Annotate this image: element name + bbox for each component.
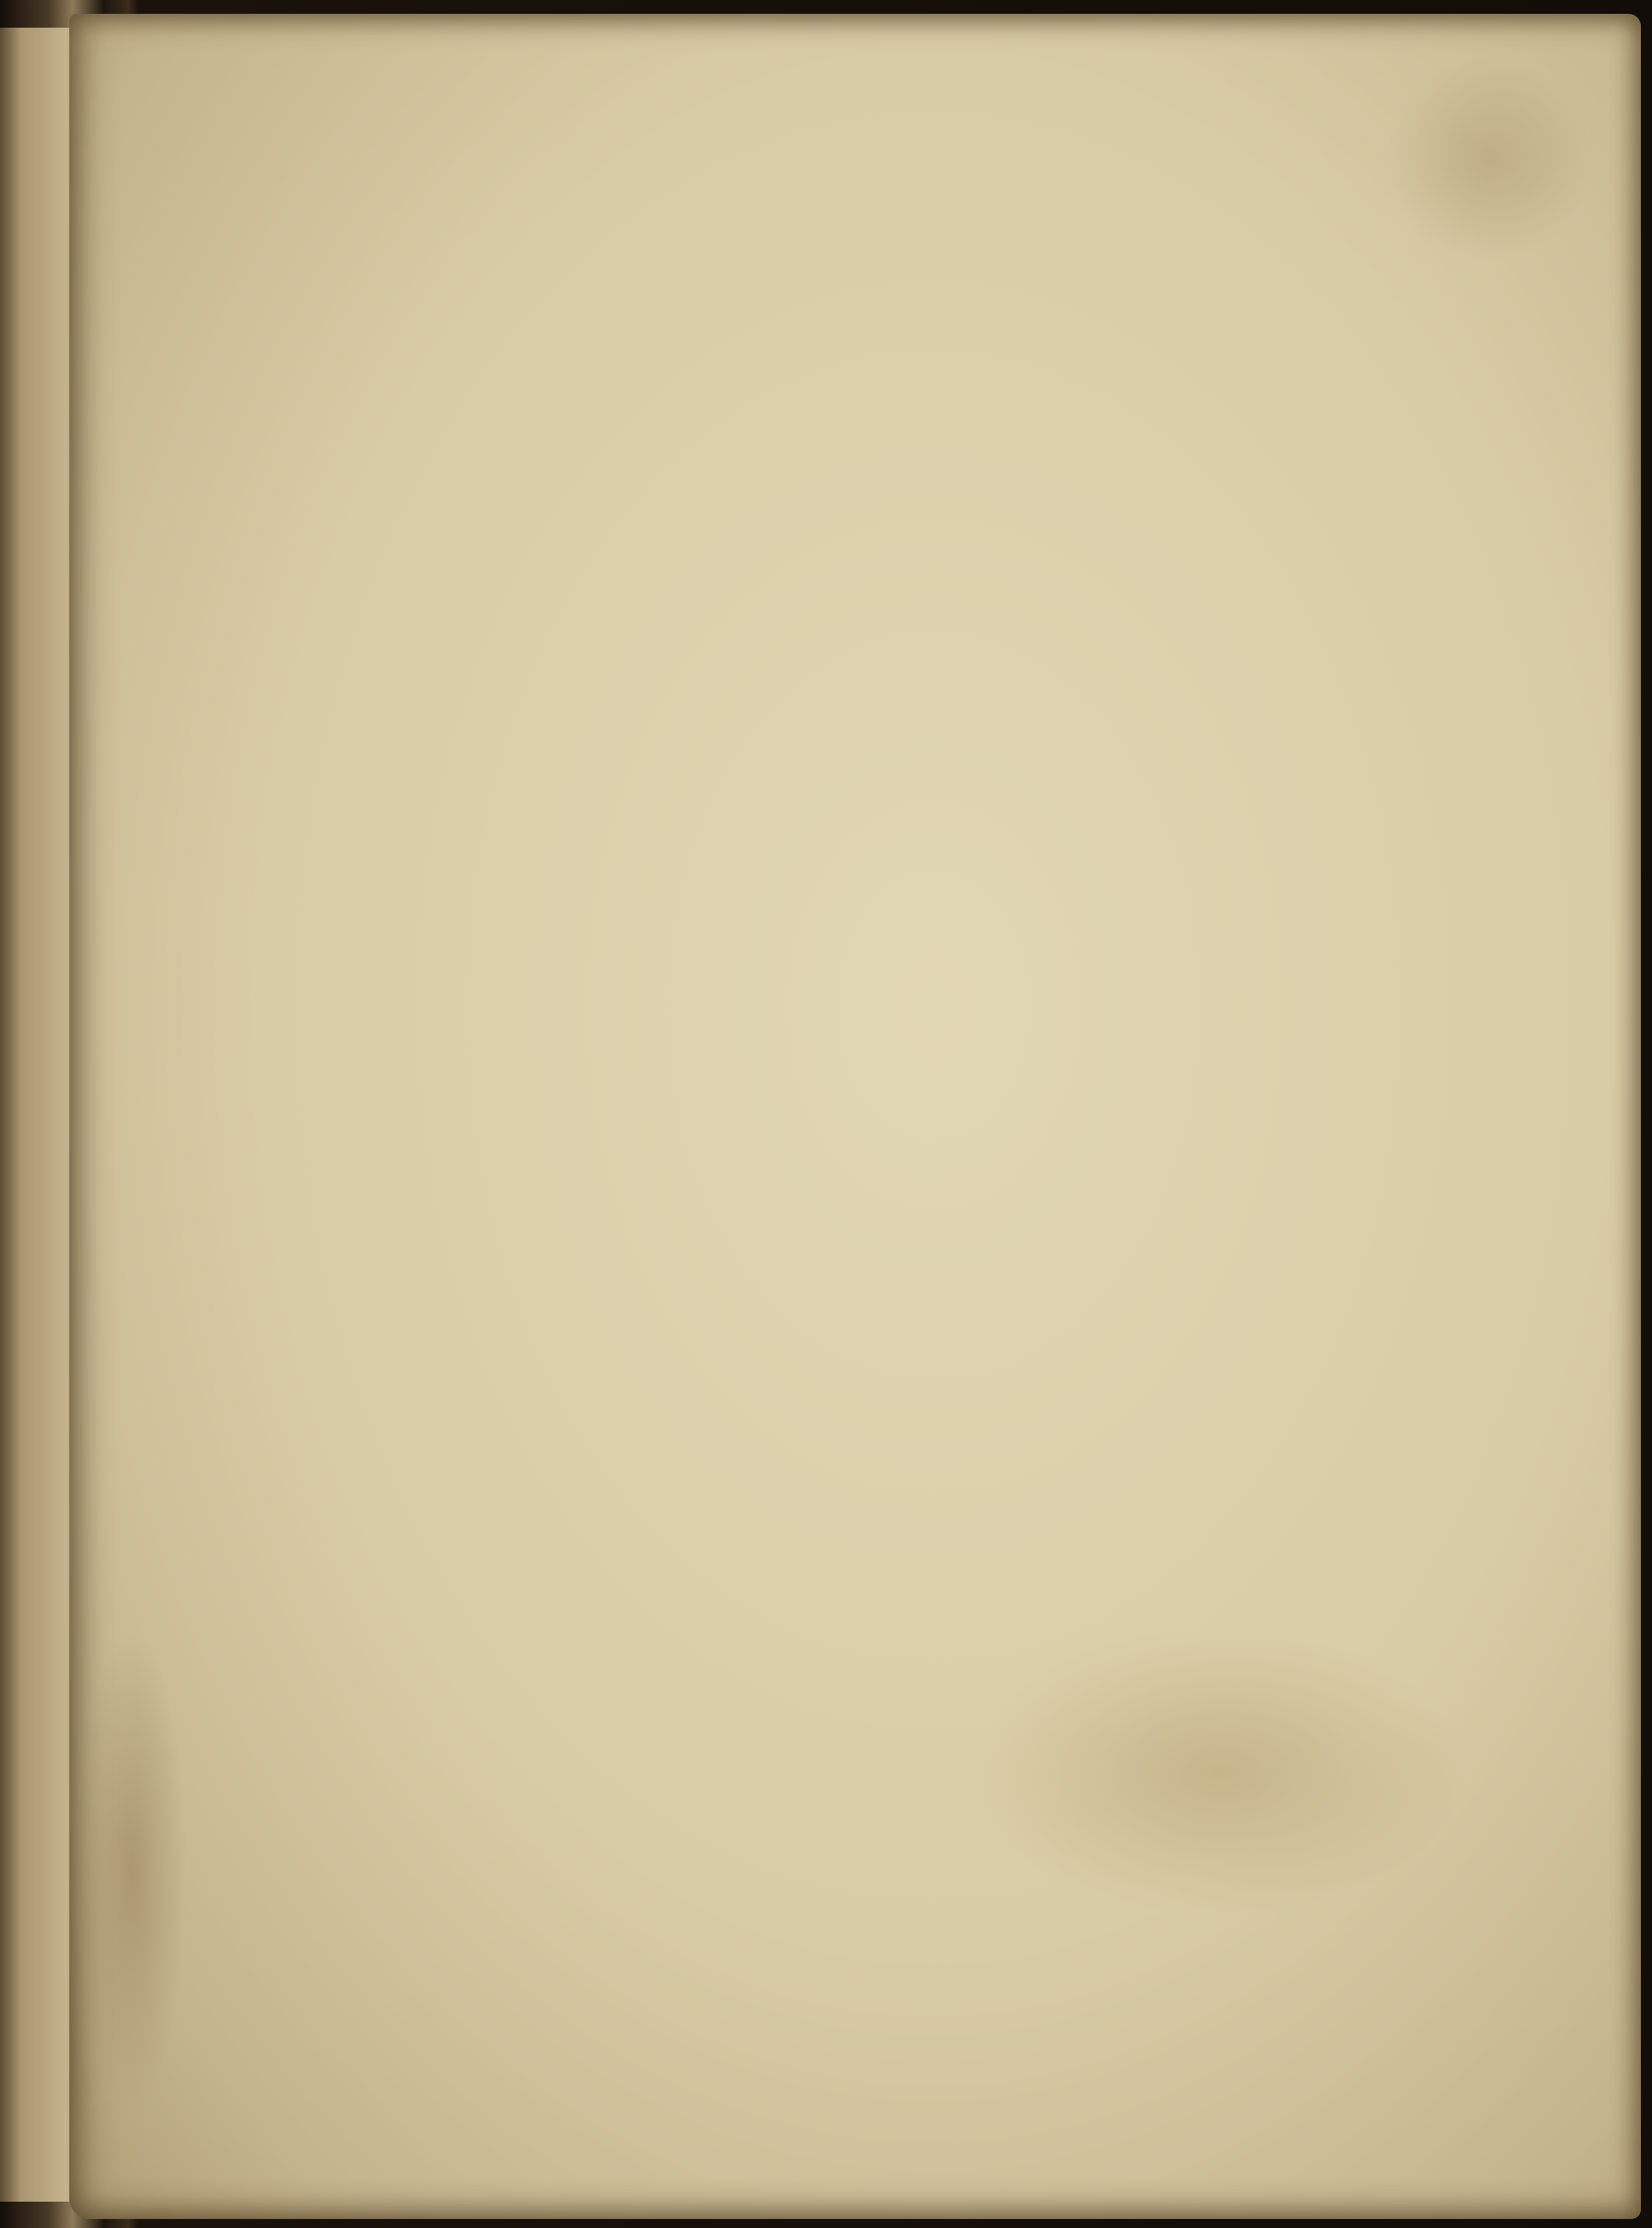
body-line xyxy=(125,478,1475,555)
water-stain xyxy=(76,1627,187,2112)
water-stain xyxy=(969,1627,1468,1918)
body-line xyxy=(125,926,1475,1004)
body-line xyxy=(125,552,1475,630)
body-line xyxy=(125,104,1475,181)
body-line xyxy=(125,702,1475,780)
body-line xyxy=(125,777,1475,854)
body-line xyxy=(125,328,1475,406)
body-line xyxy=(125,627,1475,705)
body-line xyxy=(125,403,1475,480)
section-heading xyxy=(187,852,1406,929)
body-line xyxy=(125,179,1475,256)
body-line xyxy=(125,253,1475,331)
